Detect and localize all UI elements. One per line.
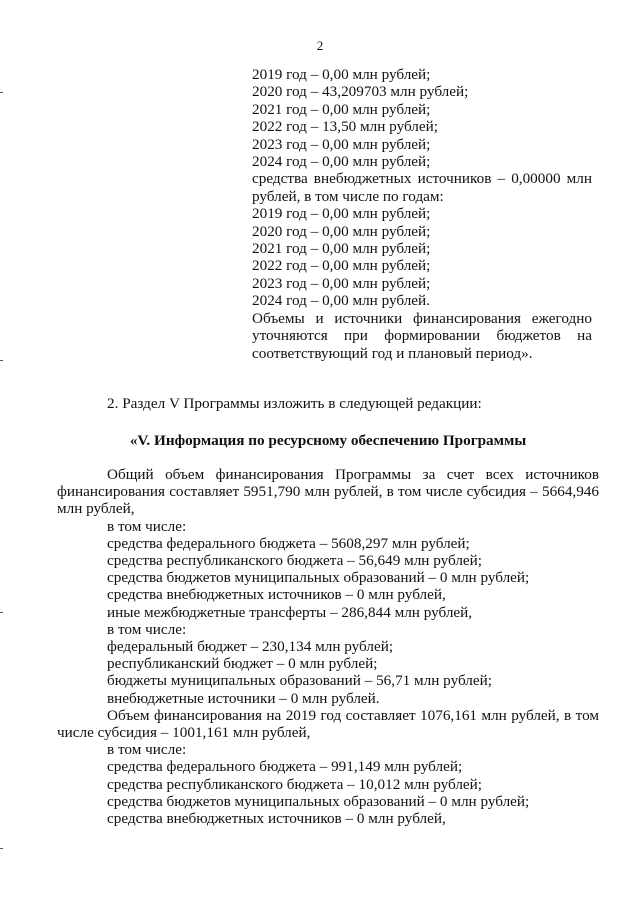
funding-by-year-block xyxy=(252,66,592,362)
closing-note: Объемы и источники финансирования ежегодно уточняются при формировании бюджетов на соответствующий год и плановый период». xyxy=(252,309,592,362)
extrabudget-year-line: 2023 год – 0,00 млн рублей; xyxy=(252,274,431,292)
scan-artifact xyxy=(0,612,3,613)
body-line: в том числе: xyxy=(107,620,187,638)
extrabudget-year-line: 2024 год – 0,00 млн рублей. xyxy=(252,292,430,310)
body-line: средства республиканского бюджета – 10,012 млн рублей; xyxy=(107,775,483,793)
extrabudget-year-line: 2019 год – 0,00 млн рублей; xyxy=(252,205,431,223)
year-line: 2024 год – 0,00 млн рублей; xyxy=(252,153,431,171)
body-line: иные межбюджетные трансферты – 286,844 млн рублей, xyxy=(107,603,473,621)
section-instruction: 2. Раздел V Программы изложить в следующей редакции: xyxy=(107,395,482,412)
year-line: 2023 год – 0,00 млн рублей; xyxy=(252,135,431,153)
year-line: 2019 год – 0,00 млн рублей; xyxy=(252,66,431,83)
body-line: внебюджетные источники – 0 млн рублей. xyxy=(107,689,380,707)
main-body xyxy=(57,466,599,827)
body-line: в том числе: xyxy=(107,741,187,759)
body-line: республиканский бюджет – 0 млн рублей; xyxy=(107,655,378,673)
year-line: 2020 год – 43,209703 млн рублей; xyxy=(252,83,469,101)
extrabudget-year-line: 2020 год – 0,00 млн рублей; xyxy=(252,222,431,240)
total-funding-paragraph: Общий объем финансирования Программы за счет всех источников финансирования составляет 5951,790 млн рублей, в том числе субсидия – 5664,946 млн рублей, xyxy=(57,466,599,518)
body-line: средства бюджетов муниципальных образований – 0 млн рублей; xyxy=(107,569,530,587)
body-line: средства федерального бюджета – 991,149 млн рублей; xyxy=(107,758,463,776)
section-heading: «V. Информация по ресурсному обеспечению Программы xyxy=(129,432,527,449)
body-line: средства федерального бюджета – 5608,297 млн рублей; xyxy=(107,534,470,552)
year-line: 2022 год – 13,50 млн рублей; xyxy=(252,118,438,136)
body-line: средства бюджетов муниципальных образований – 0 млн рублей; xyxy=(107,792,530,810)
body-line: средства республиканского бюджета – 56,649 млн рублей; xyxy=(107,552,483,570)
body-line: федеральный бюджет – 230,134 млн рублей; xyxy=(107,638,394,656)
body-line: бюджеты муниципальных образований – 56,71 млн рублей; xyxy=(107,672,492,690)
scan-artifact xyxy=(0,360,3,361)
body-line: средства внебюджетных источников – 0 млн рублей, xyxy=(107,810,446,828)
scan-artifact xyxy=(0,92,3,93)
body-line: средства внебюджетных источников – 0 млн рублей, xyxy=(107,586,446,604)
page-number: 2 xyxy=(316,38,324,53)
year-line: 2021 год – 0,00 млн рублей; xyxy=(252,100,431,118)
extrabudget-year-line: 2022 год – 0,00 млн рублей; xyxy=(252,257,431,275)
body-line: в том числе: xyxy=(107,517,187,535)
extrabudget-line: средства внебюджетных источников – 0,00000 млн рублей, в том числе по годам: xyxy=(252,170,592,205)
extrabudget-year-line: 2021 год – 0,00 млн рублей; xyxy=(252,240,431,258)
year-2019-paragraph: Объем финансирования на 2019 год составляет 1076,161 млн рублей, в том числе субсидия – 1001,161 млн рублей, xyxy=(57,706,599,742)
scan-artifact xyxy=(0,848,3,849)
